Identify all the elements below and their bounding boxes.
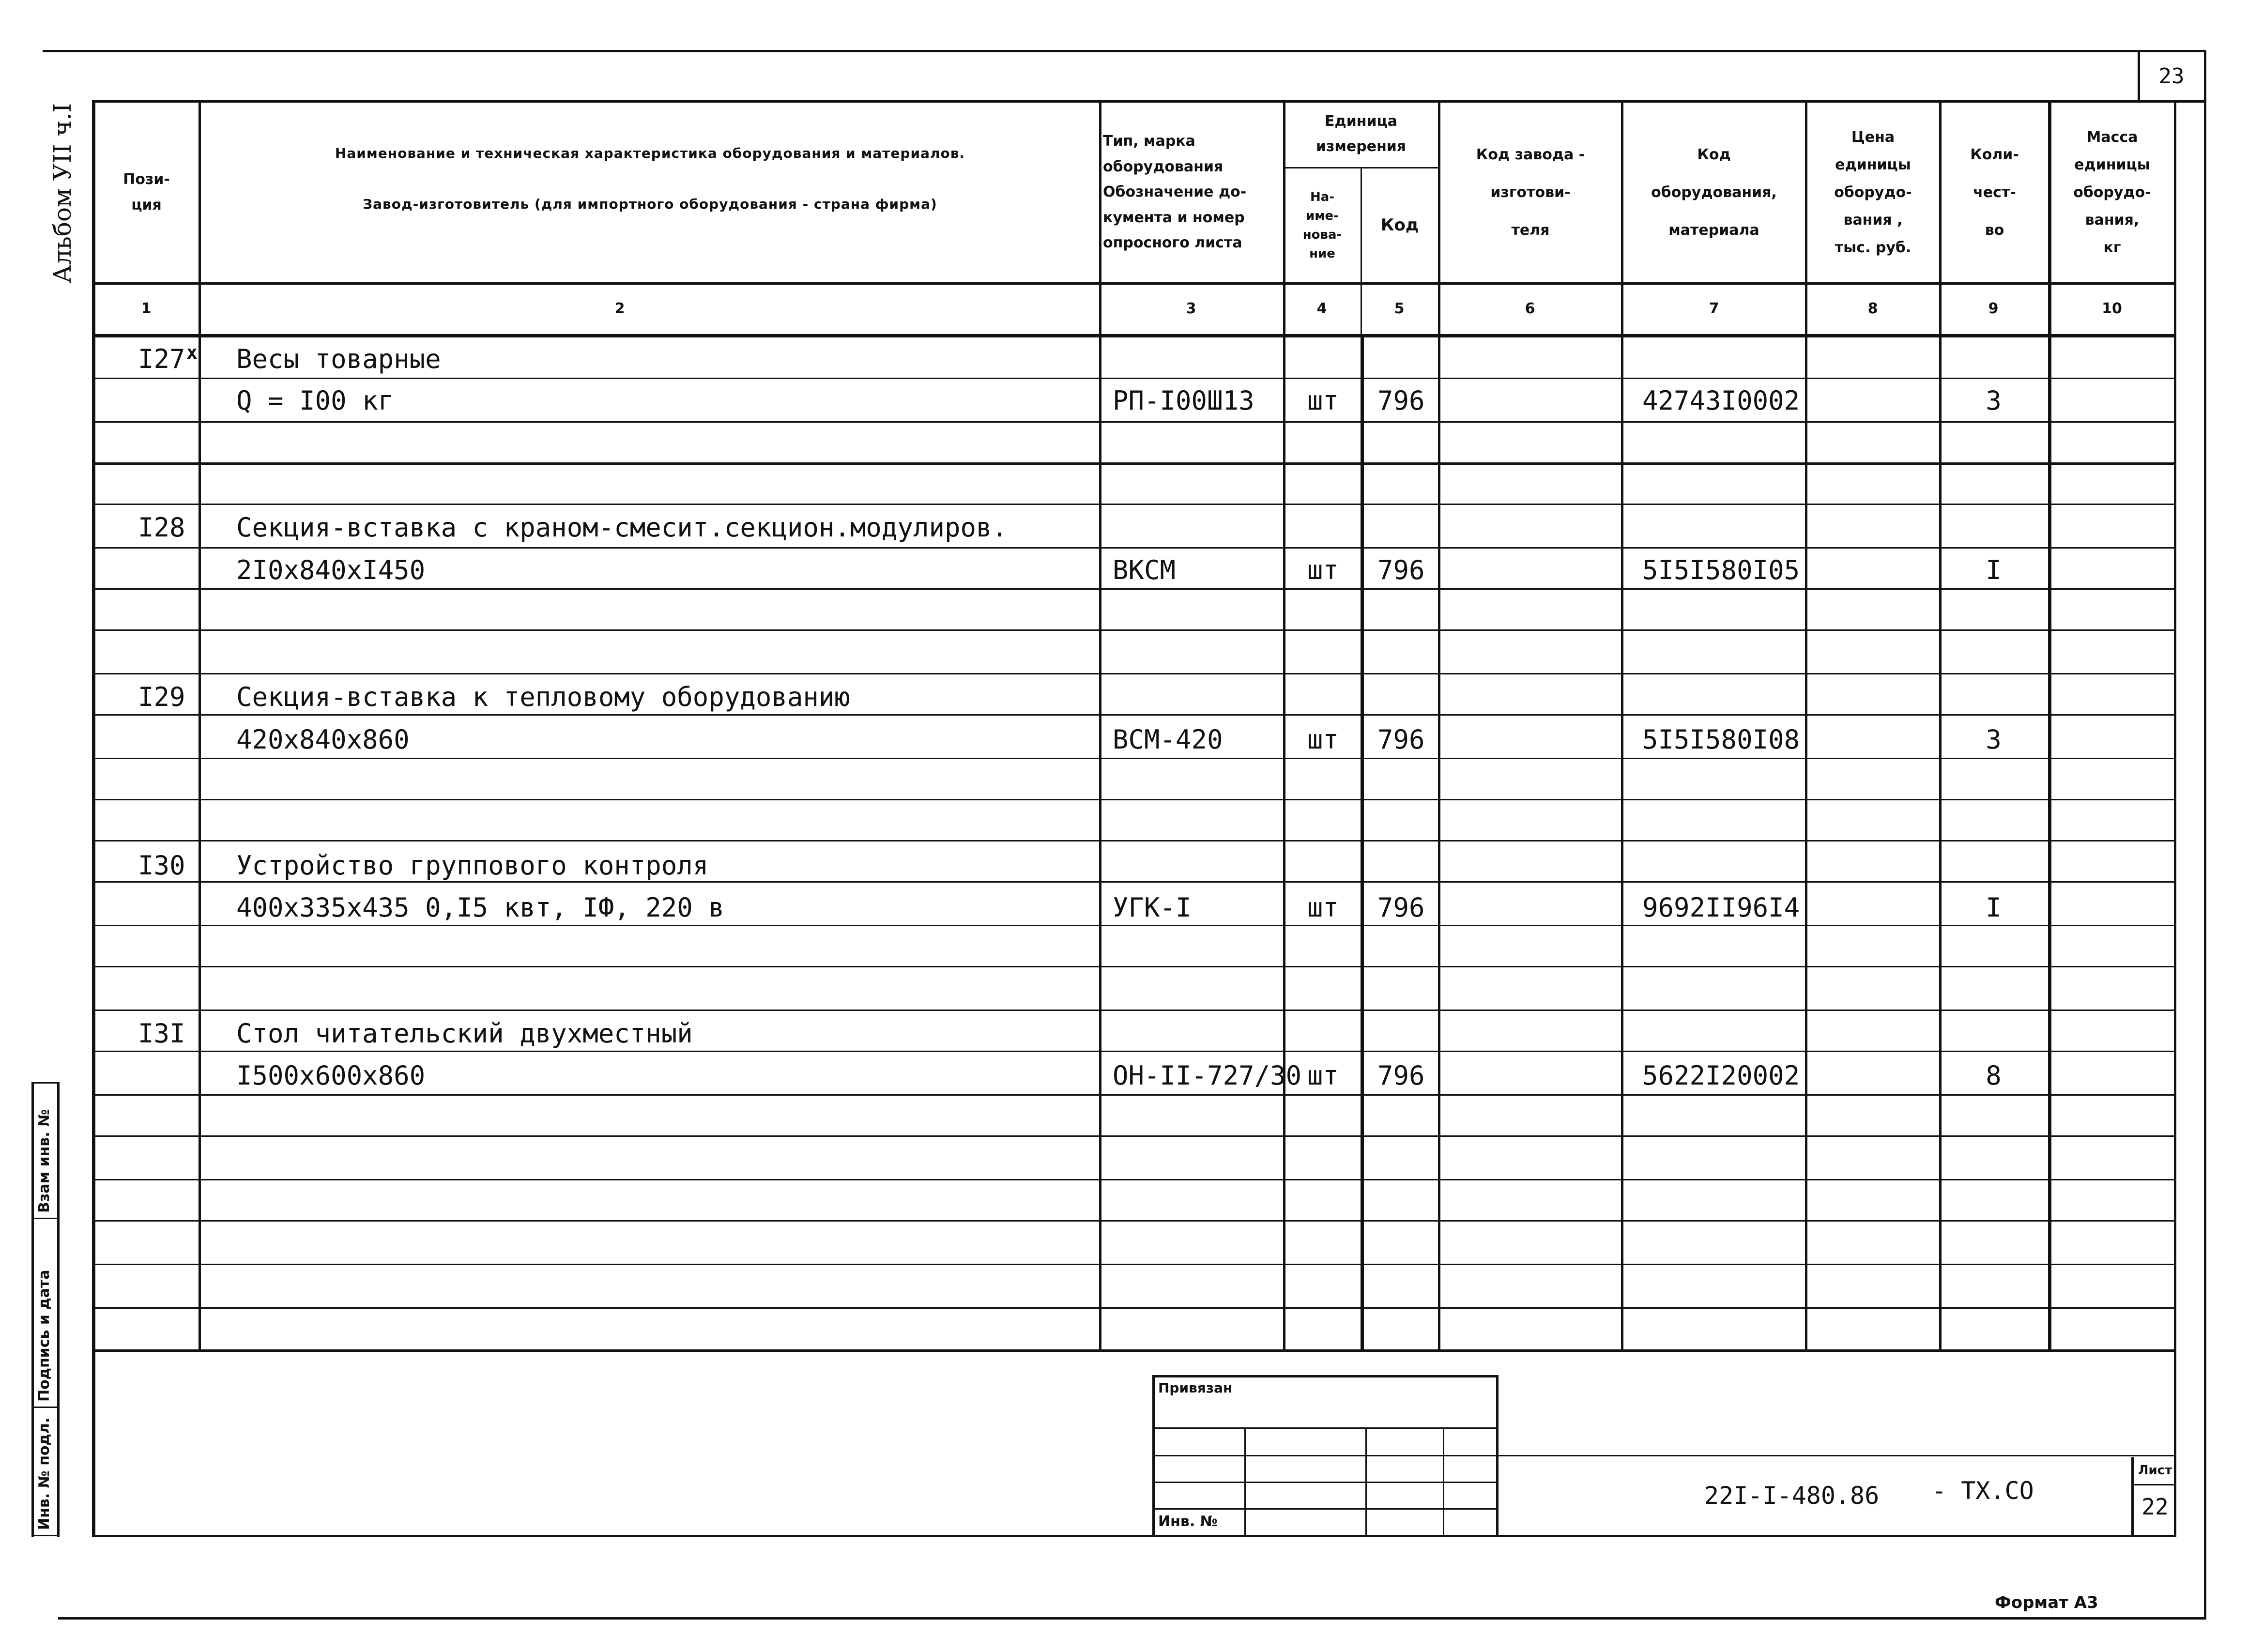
row-line: [92, 714, 2176, 716]
album-label: Альбом УII ч.I: [48, 103, 76, 283]
side-stamp-left: [31, 1082, 34, 1537]
stamp-line: [1152, 1455, 1499, 1456]
item-name: Весы товарные: [236, 344, 441, 374]
item-type: ВСМ-420: [1113, 724, 1223, 755]
stamp-line: [1152, 1427, 1499, 1429]
col-number-1: 1: [141, 300, 152, 317]
side-inv-podl: Инв. № подл.: [36, 1417, 53, 1530]
row-line: [92, 547, 2176, 549]
item-unit-code: 796: [1377, 555, 1425, 585]
col-line-3: [1283, 100, 1285, 1352]
item-quantity: 3: [1986, 385, 2002, 416]
row-line: [92, 673, 2176, 674]
col-line-2: [1099, 100, 1101, 1352]
header-unit-code: Код: [1380, 215, 1419, 235]
page-number-box-bottom: [2138, 100, 2205, 103]
item-unit: шт: [1307, 385, 1339, 416]
row-line: [92, 1179, 2176, 1180]
col-line-5: [1438, 100, 1440, 1352]
row-line: [92, 588, 2176, 590]
item-code: 42743I0002: [1642, 385, 1800, 416]
row-line: [92, 1010, 2176, 1011]
col-number-3: 3: [1186, 300, 1196, 317]
item-code: 5622I20002: [1642, 1060, 1800, 1091]
col-line-4h: [1361, 167, 1362, 337]
item-unit-code: 796: [1377, 385, 1425, 416]
item-quantity: I: [1986, 555, 2002, 585]
row-line: [92, 966, 2176, 967]
stamp-inv-number: Инв. №: [1158, 1513, 1218, 1530]
header-unit-name: На- име- нова- ние: [1302, 190, 1342, 261]
row-line: [92, 881, 2176, 883]
col-number-7: 7: [1709, 300, 1719, 317]
col-number-6: 6: [1525, 300, 1535, 317]
item-spec: 420х840х860: [236, 724, 410, 755]
header-quantity: Коли- чест- во: [1970, 146, 2019, 239]
col-line-6: [1621, 100, 1623, 1352]
stamp-privyazan: Привязан: [1158, 1380, 1233, 1396]
header-name-line1: Наименование и техническая характеристика оборудования и материалов.: [335, 145, 965, 161]
stamp-top: [1152, 1375, 1499, 1377]
sheet-box-line: [2131, 1484, 2176, 1485]
item-note-mark: x: [186, 342, 198, 363]
row-line: [92, 925, 2176, 926]
item-spec: Q = I00 кг: [236, 385, 394, 416]
col-line-4: [1361, 334, 1364, 1352]
row-line: [92, 799, 2176, 800]
col-number-10: 10: [2102, 300, 2122, 317]
document-suffix: - ТХ.СО: [1932, 1477, 2034, 1505]
sheet-number: 22: [2141, 1494, 2169, 1520]
row-line: [92, 421, 2176, 423]
table-top-border: [92, 100, 2140, 103]
item-spec: 400х335х435 0,I5 квт, IФ, 220 в: [236, 892, 724, 923]
item-position: I27: [138, 344, 185, 374]
item-unit: шт: [1307, 1060, 1339, 1091]
col-line-9: [2048, 100, 2051, 1352]
item-code: 5I5I580I08: [1642, 724, 1800, 755]
row-line: [92, 504, 2176, 505]
item-name: Устройство группового контроля: [236, 850, 709, 881]
row-line: [92, 378, 2176, 379]
item-unit: шт: [1307, 555, 1339, 585]
colnum-bottom-line: [92, 334, 2176, 337]
row-line: [92, 1220, 2176, 1222]
table-bottom-border: [92, 1349, 2176, 1352]
side-stamp-line: [31, 1218, 60, 1219]
col-line-1: [199, 100, 201, 1352]
bottom-border-line: [58, 1617, 2206, 1620]
header-factory-code: Код завода - изготови- теля: [1476, 146, 1585, 239]
item-position: I29: [138, 682, 185, 712]
side-stamp-line: [31, 1082, 60, 1084]
table-right-border: [2174, 100, 2176, 1537]
item-spec: 2I0х840хI450: [236, 555, 426, 585]
item-spec: I500х600х860: [236, 1060, 426, 1091]
item-quantity: I: [1986, 892, 2002, 923]
side-stamp-line: [31, 1407, 60, 1408]
side-podpis-data: Подпись и дата: [36, 1270, 53, 1402]
stamp-line: [1152, 1508, 1499, 1510]
item-name: Секция-вставка с краном-смесит.секцион.модулиров.: [236, 512, 1008, 543]
stamp-line: [1152, 1482, 1499, 1483]
stamp-vline: [1365, 1427, 1367, 1535]
col-line-7: [1805, 100, 1807, 1352]
right-border-line: [2204, 50, 2206, 1619]
stamp-vline: [1244, 1427, 1246, 1535]
item-name: Секция-вставка к тепловому оборудованию: [236, 682, 850, 712]
header-type: Тип, марка оборудования Обозначение до- кумента и номер опросного листа: [1103, 133, 1247, 252]
item-position: I28: [138, 512, 185, 543]
item-type: РП-I00Ш13: [1113, 385, 1254, 416]
item-name: Стол читательский двухместный: [236, 1018, 693, 1049]
col-number-2: 2: [614, 300, 625, 317]
frame-bottom-inner: [92, 1535, 2176, 1537]
header-equipment-code: Код оборудования, материала: [1651, 146, 1777, 239]
sheet-box-left: [2131, 1457, 2134, 1535]
header-price: Цена единицы оборудо- вания , тыс. руб.: [1834, 129, 1912, 256]
item-code: 5I5I580I05: [1642, 555, 1800, 585]
side-vzam-inv: Взам инв. №: [36, 1109, 53, 1213]
row-line: [92, 840, 2176, 841]
row-line: [92, 1135, 2176, 1137]
item-quantity: 3: [1986, 724, 2002, 755]
page-number: 23: [2158, 64, 2185, 89]
header-name-line2: Завод-изготовитель (для импортного оборудования - страна фирма): [363, 196, 937, 212]
row-line: [92, 758, 2176, 759]
side-stamp-right: [57, 1082, 60, 1537]
format-label: Формат А3: [1995, 1593, 2098, 1612]
col-number-5: 5: [1394, 300, 1405, 317]
header-mass: Масса единицы оборудо- вания, кг: [2073, 129, 2151, 256]
sheet-label: Лист: [2138, 1463, 2172, 1478]
row-line: [92, 1307, 2176, 1309]
item-unit-code: 796: [1377, 892, 1425, 923]
item-code: 9692II96I4: [1642, 892, 1800, 923]
item-type: УГК-I: [1113, 892, 1192, 923]
item-unit: шт: [1307, 892, 1339, 923]
item-unit-code: 796: [1377, 724, 1425, 755]
doc-code-top-line: [1499, 1455, 2176, 1456]
row-line: [92, 1094, 2176, 1096]
col-number-8: 8: [1867, 300, 1878, 317]
side-stamp-line: [31, 1535, 60, 1536]
top-border-line: [43, 50, 2204, 52]
item-position: I30: [138, 850, 185, 881]
row-line: [92, 1264, 2176, 1265]
row-line: [92, 629, 2176, 631]
item-unit: шт: [1307, 724, 1339, 755]
stamp-vline: [1443, 1427, 1444, 1535]
item-type: ВКСМ: [1113, 555, 1176, 585]
header-bottom-line: [92, 282, 2176, 285]
item-unit-code: 796: [1377, 1060, 1425, 1091]
header-position: Пози- ция: [123, 171, 170, 214]
document-code: 22I-I-480.86: [1704, 1482, 1880, 1510]
col-number-9: 9: [1988, 300, 1999, 317]
header-unit: Единица измерения: [1315, 112, 1407, 155]
table-left-border: [92, 100, 95, 1537]
col-number-4: 4: [1316, 300, 1327, 317]
row-line: [92, 462, 2176, 465]
item-quantity: 8: [1986, 1060, 2002, 1091]
row-line: [92, 1051, 2176, 1052]
item-type: ОН-II-727/30: [1113, 1060, 1302, 1091]
item-position: I3I: [138, 1018, 185, 1049]
